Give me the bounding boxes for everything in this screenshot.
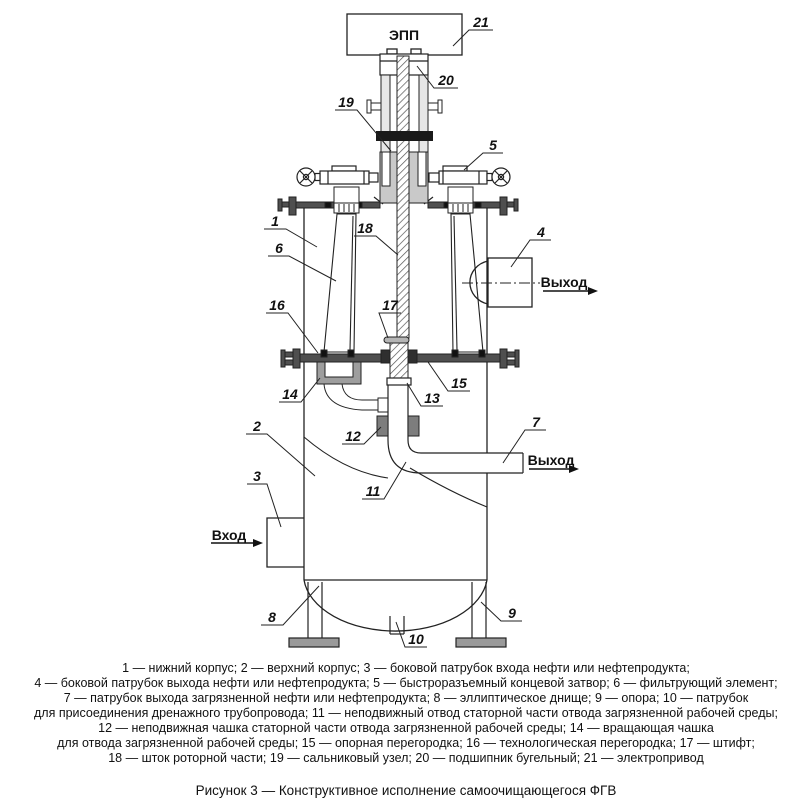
callout-20-label: 20 — [438, 72, 454, 88]
outlet-nozzle-top — [462, 258, 540, 307]
dirty-outlet-pipe — [387, 378, 523, 473]
callout-9-label: 9 — [508, 605, 516, 621]
callout-17-label: 17 — [382, 297, 398, 313]
legend-line: 12 — неподвижная чашка статорной части отвода загрязненной рабочей среды; 14 — вращающая чашка — [98, 721, 714, 735]
outlet-dirty-label: Выход — [527, 452, 575, 468]
legend-line: 7 — патрубок выхода загрязненной нефти или нефтепродукта; 8 — эллиптическое днище; 9 — опора; 10 — патрубок — [63, 691, 749, 705]
callout-7-label: 7 — [532, 414, 540, 430]
callout-4-label: 4 — [537, 224, 545, 240]
legend-line: 1 — нижний корпус; 2 — верхний корпус; 3 — боковой патрубок входа нефти или нефтепродукта; — [122, 661, 690, 675]
callout-13-label: 13 — [424, 390, 440, 406]
callout-15-label: 15 — [451, 375, 467, 391]
callout-16-label: 16 — [269, 297, 285, 313]
rotating-cup — [317, 362, 388, 412]
callout-21-label: 21 — [473, 14, 489, 30]
callout-19-label: 19 — [338, 94, 354, 110]
elliptical-head — [304, 580, 487, 631]
gland-clamp — [376, 131, 433, 141]
callout-1-label: 1 — [271, 213, 279, 229]
callout-3-label: 3 — [253, 468, 261, 484]
callout-14-label: 14 — [282, 386, 298, 402]
rotor-shaft — [397, 56, 409, 338]
legend-line: для отвода загрязненной рабочей среды; 15 — опорная перегородка; 16 — технологическая перегородка; 17 — штифт; — [57, 736, 755, 750]
filter-element-left — [324, 214, 356, 352]
callout-11-label: 11 — [365, 483, 381, 499]
legend-line: для присоединения дренажного трубопровода; 11 — неподвижный отвод статорной части отвода загрязненной рабочей среды; — [34, 706, 778, 720]
stator-cup-block — [377, 416, 419, 436]
legend-line: 18 — шток роторной части; 19 — сальниковый узел; 20 — подшипник бугельный; 21 — электропривод — [108, 751, 704, 765]
callout-2-label: 2 — [253, 418, 261, 434]
handwheel-icon — [297, 168, 315, 186]
figure-title: Рисунок 3 — Конструктивное исполнение самоочищающегося ФГВ — [195, 783, 617, 798]
callout-10-label: 10 — [408, 631, 424, 647]
outlet-top-label: Выход — [540, 274, 588, 290]
parts-legend — [0, 661, 812, 766]
rotor-coupling — [381, 337, 417, 379]
motor-label: ЭПП — [388, 27, 420, 43]
handwheel-icon — [492, 168, 510, 186]
callout-8-label: 8 — [268, 609, 276, 625]
element-neck-right — [448, 187, 473, 213]
legend-line: 4 — боковой патрубок выхода нефти или нефтепродукта; 5 — быстроразъемный концевой затвор; 6 — фильтрующий элемент; — [34, 676, 778, 690]
inlet-label: Вход — [211, 527, 247, 543]
callout-5-label: 5 — [489, 137, 497, 153]
upper-body-baffle — [304, 437, 487, 507]
callout-18-label: 18 — [357, 220, 373, 236]
element-neck-left — [334, 187, 359, 213]
callout-6-label: 6 — [275, 240, 283, 256]
support-legs — [289, 582, 506, 647]
inlet-nozzle — [267, 518, 304, 567]
callout-12-label: 12 — [345, 428, 361, 444]
